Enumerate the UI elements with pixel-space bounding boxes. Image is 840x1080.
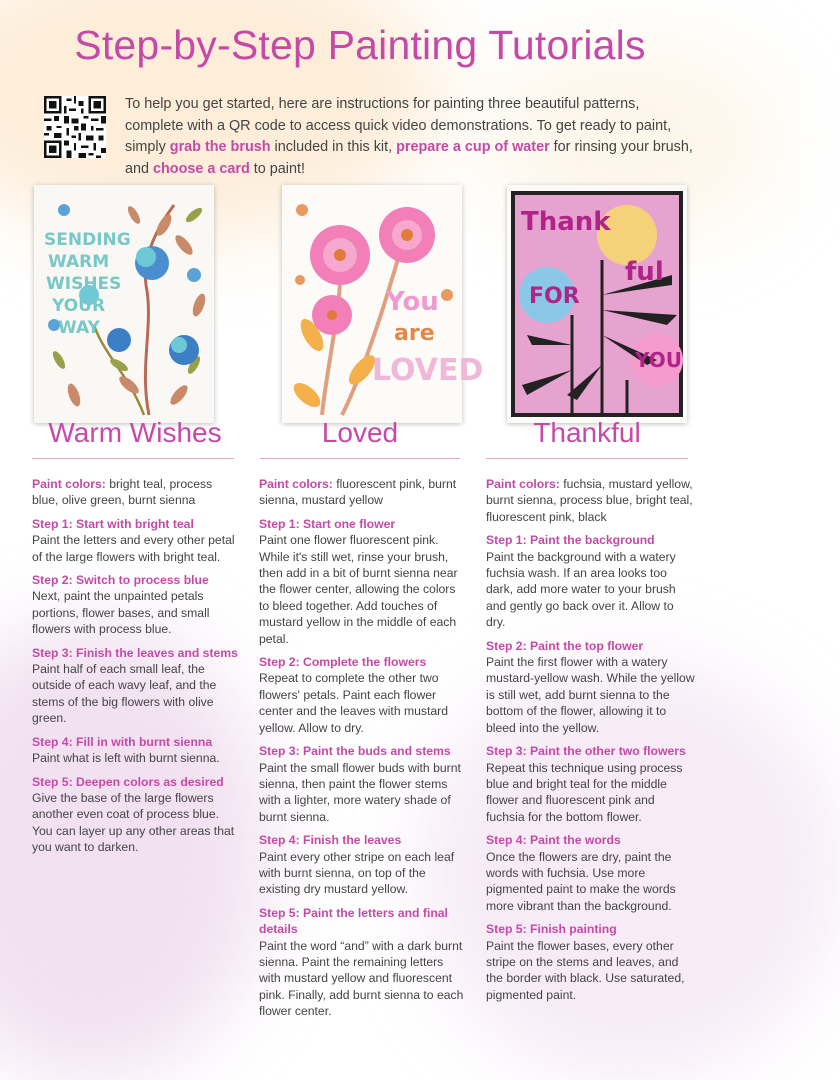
card-art-text: YOUR bbox=[52, 296, 106, 316]
step: Step 4: Paint the words Once the flowers are dry, paint the words with fuchsia. Use more pigmented paint to make the words more vibrant than the background. bbox=[486, 833, 676, 913]
step: Step 2: Complete the flowers Repeat to complete the other two flowers' petals. Paint each flower center and the leaves with mustard yellow. Allow to dry. bbox=[259, 655, 449, 735]
loved-instructions bbox=[259, 476, 465, 1027]
step: Step 4: Fill in with burnt sienna Paint what is left with burnt sienna. bbox=[32, 734, 220, 766]
step: Step 3: Finish the leaves and stems Paint half of each small leaf, the outside of each wavy leaf, and the stems of the big flowers with olive green. bbox=[32, 645, 238, 726]
card-art-text: FOR bbox=[529, 284, 580, 309]
card-art-text: ful bbox=[625, 257, 664, 287]
column-title-warm-wishes: Warm Wishes bbox=[48, 417, 222, 448]
qr-code[interactable] bbox=[44, 96, 106, 158]
loved-card-image bbox=[282, 185, 484, 423]
step: Step 4: Finish the leaves Paint every other stripe on each leaf with burnt sienna, on top of the existing dry mustard yellow. bbox=[259, 833, 455, 897]
thankful-instructions bbox=[486, 476, 696, 1010]
card-art-text: WAY bbox=[58, 318, 100, 338]
step: Step 5: Paint the letters and final details Paint the word “and” with a dark burnt sienna. Paint the remaining letters with mustard yellow and fluorescent pink. Finally, add burnt sienna to each flower center. bbox=[259, 905, 464, 1019]
step: Step 1: Start with bright teal Paint the letters and every other petal of the large flowers with bright teal. bbox=[32, 516, 235, 564]
step: Step 1: Start one flower Paint one flower fluorescent pink. While it's still wet, rinse your brush, then add in a bit of burnt sienna near the flower center, allowing the colors to bleed together. Add touches of mustard yellow in the middle of each petal. bbox=[259, 516, 458, 646]
card-art-text: are bbox=[394, 321, 435, 346]
card-art-text: SENDING bbox=[44, 230, 131, 250]
column-divider bbox=[486, 458, 688, 459]
card-art-text: You bbox=[386, 287, 439, 317]
warm-wishes-instructions bbox=[32, 476, 238, 863]
card-art-text: YOU bbox=[635, 348, 683, 372]
column-title-loved: Loved bbox=[321, 417, 399, 448]
card-art-text: LOVED bbox=[372, 353, 484, 388]
step: Step 5: Finish painting Paint the flower bases, every other stripe on the stems and leaves, and the border with black. Use saturated, pigmented paint. bbox=[486, 922, 685, 1002]
step: Step 2: Paint the top flower Paint the first flower with a watery mustard-yellow wash. While the yellow is still wet, add burnt sienna to the bottom of the flower, allowing it to bleed into the yellow. bbox=[486, 638, 695, 735]
card-art-text: Thank bbox=[521, 207, 611, 237]
step: Step 5: Deepen colors as desired Give the base of the large flowers another even coat of process blue. You can layer up any other areas that you want to darken. bbox=[32, 774, 235, 855]
paint-colors: Paint colors: fluorescent pink, burnt sienna, mustard yellow bbox=[259, 477, 457, 508]
card-art-text: WISHES bbox=[46, 274, 122, 294]
warm-wishes-card-image bbox=[34, 185, 214, 423]
step: Step 3: Paint the buds and stems Paint the small flower buds with burnt sienna, then paint the flower stems with a lighter, more watery shade of burnt sienna. bbox=[259, 744, 461, 824]
thankful-card-image bbox=[507, 185, 687, 423]
paint-colors: Paint colors: bright teal, process blue, olive green, burnt sienna bbox=[32, 477, 213, 508]
step: Step 1: Paint the background Paint the background with a watery fuchsia wash. If an area looks too dark, add more water to your brush and gently go back over it. Allow to dry. bbox=[486, 533, 676, 630]
page-title: Step-by-Step Painting Tutorials bbox=[74, 22, 646, 68]
card-art-text: WARM bbox=[48, 252, 110, 272]
column-title-thankful: Thankful bbox=[533, 417, 641, 448]
column-divider bbox=[32, 458, 234, 459]
paint-colors: Paint colors: fuchsia, mustard yellow, burnt sienna, process blue, bright teal, fluorescent pink, black bbox=[486, 477, 693, 524]
column-divider bbox=[260, 458, 460, 459]
step: Step 2: Switch to process blue Next, paint the unpainted petals portions, flower bases, and small flowers with process blue. bbox=[32, 573, 210, 637]
step: Step 3: Paint the other two flowers Repeat this technique using process blue and bright teal for the middle flower and fluorescent pink and fuchsia for the bottom flower. bbox=[486, 744, 686, 824]
intro-paragraph: To help you get started, here are instructions for painting three beautiful patterns, complete with a QR code to access quick video demonstrations. To get ready to paint, simply grab the brush included in this kit, prepare a cup of water for rinsing your brush, and choose a card to paint! bbox=[125, 96, 693, 177]
